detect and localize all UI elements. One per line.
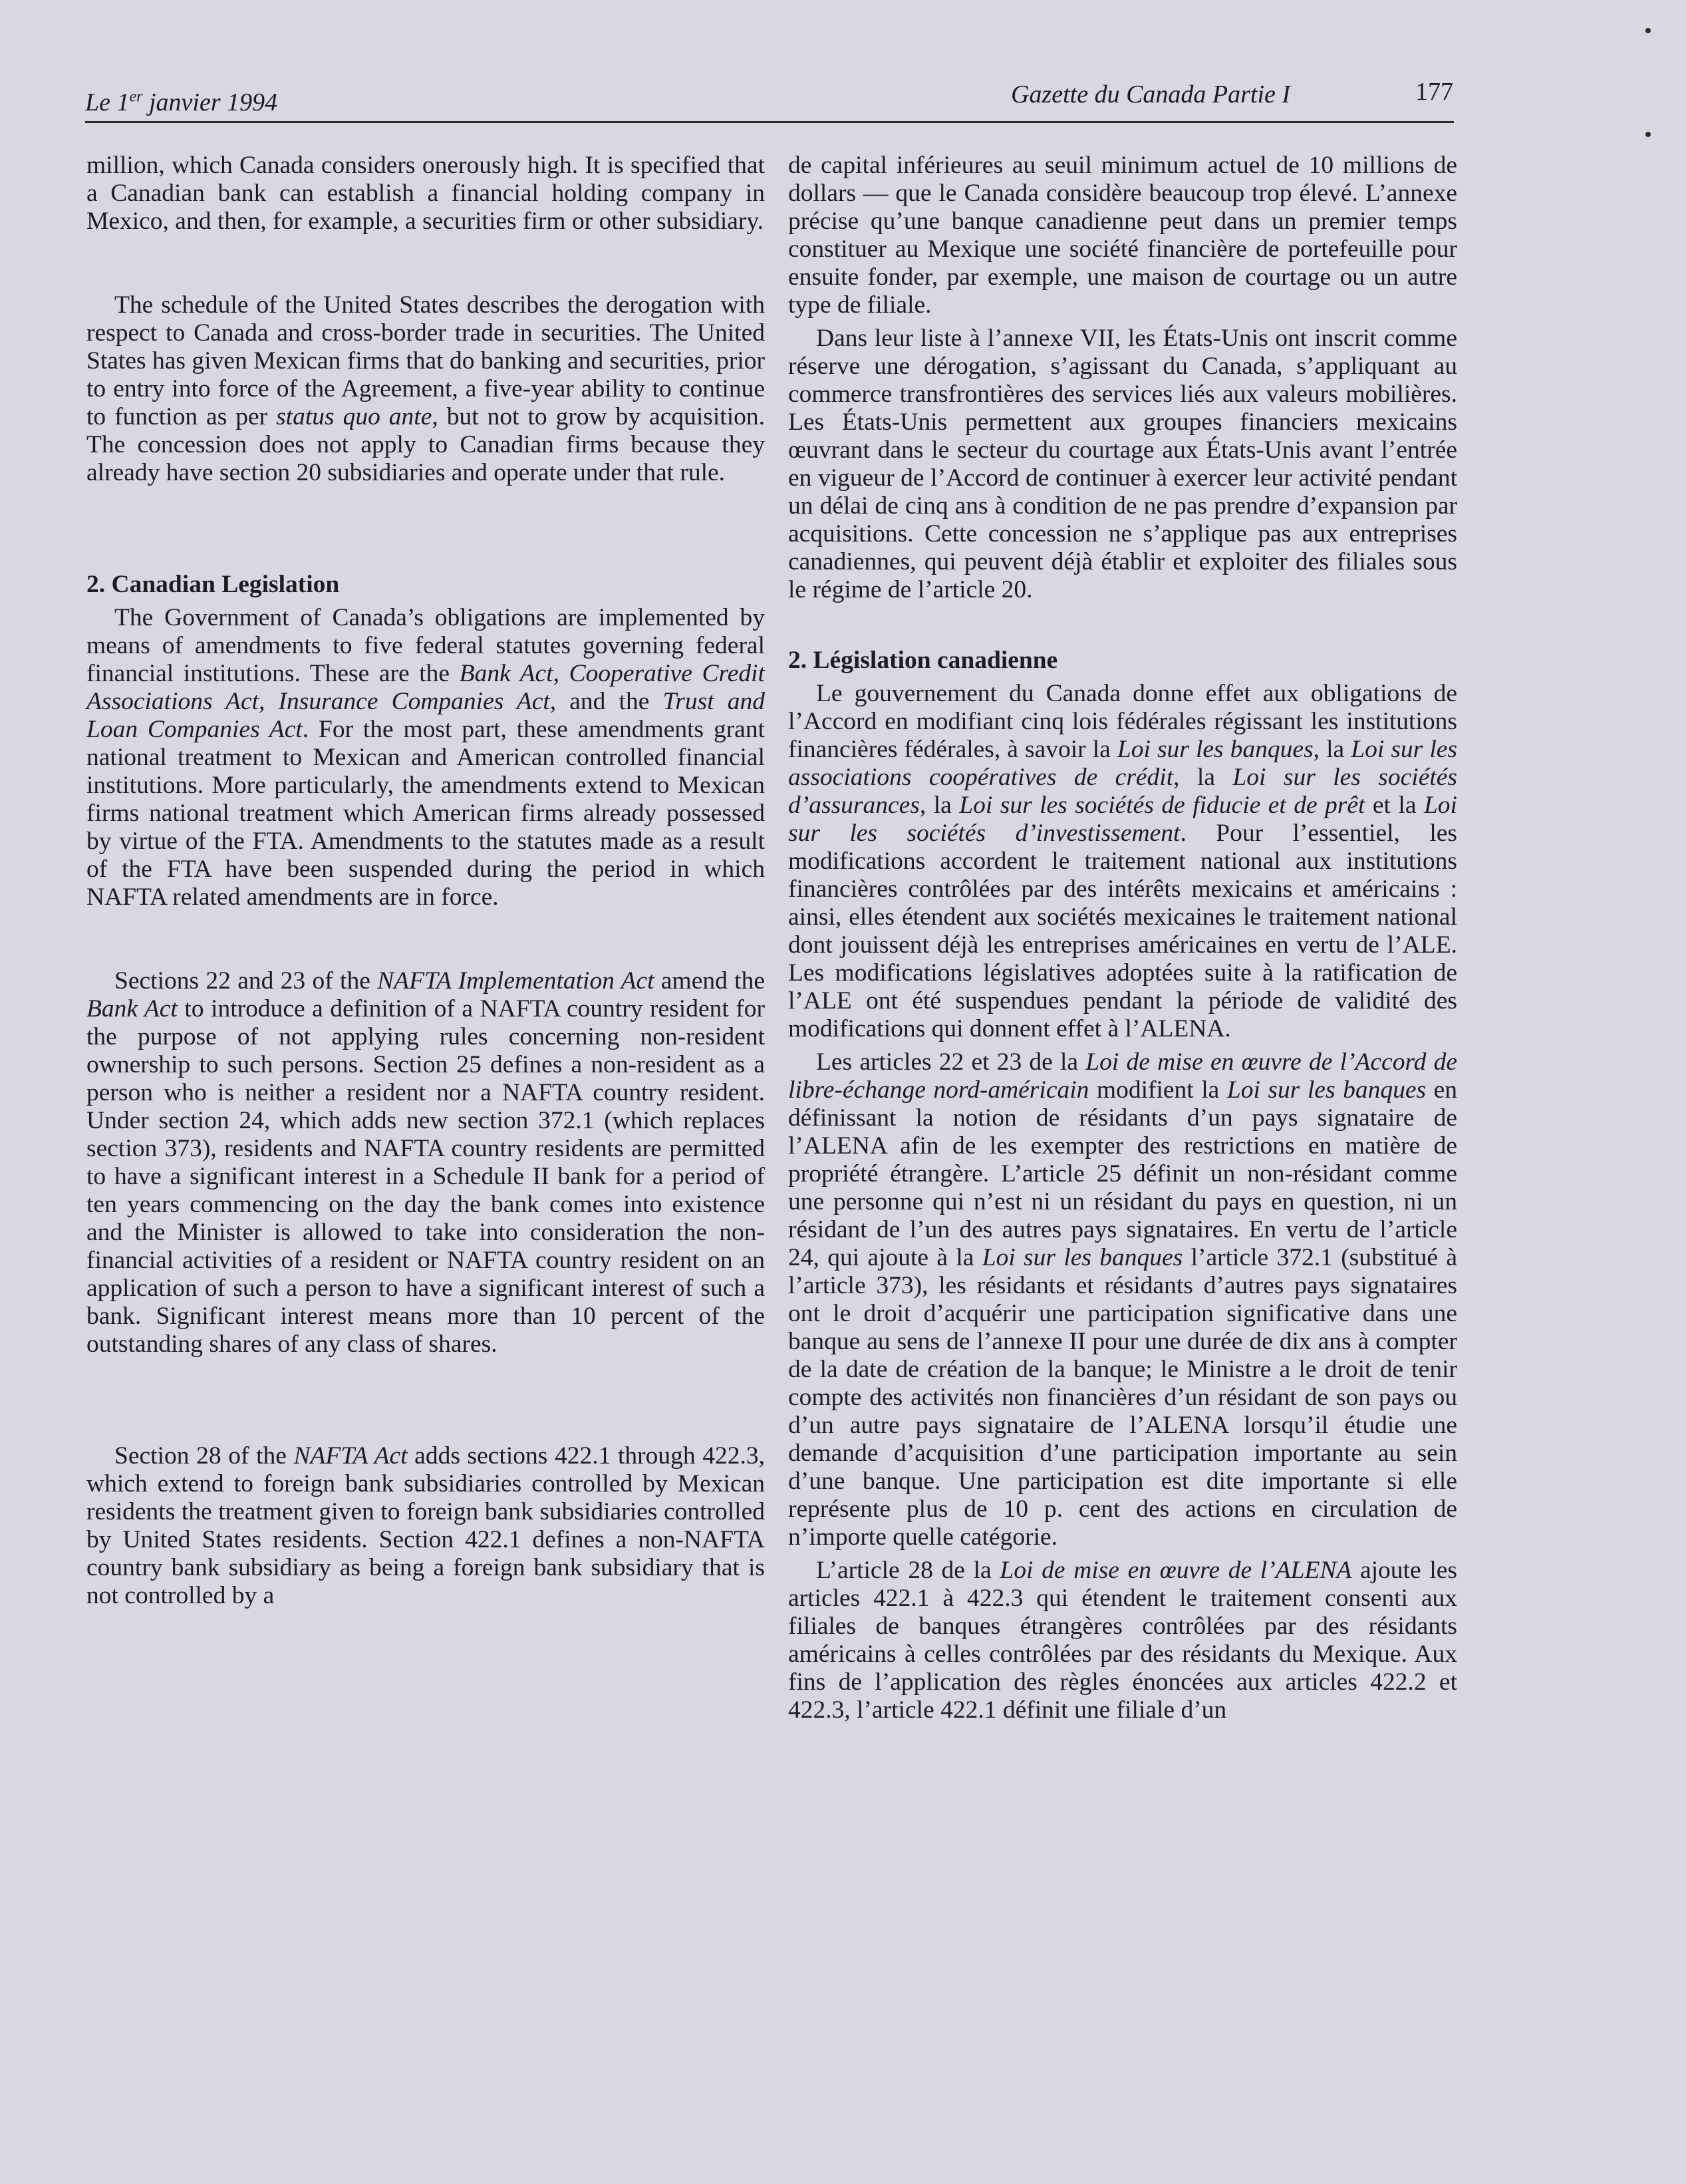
- french-paragraph-3: [788, 680, 1457, 1043]
- french-paragraph-1: de capital inférieures au seuil minimum actuel de 10 millions de dollars — que le Canada considère beaucoup trop élevé. L’annexe précise qu’une banque canadienne peut dans un premier temps constituer au Mexique une société financière de portefeuille pour ensuite fonder, par exemple, une maison de courtage ou un autre type de filiale.: [788, 152, 1457, 319]
- text-run: amend the: [654, 967, 765, 995]
- text-run: Les articles 22 et 23 de la: [816, 1048, 1086, 1076]
- paragraph-gap: [788, 1043, 1457, 1048]
- text-run: modifient la: [1089, 1076, 1227, 1104]
- italic-run: status quo ante: [276, 403, 432, 430]
- text-run: en définissant la notion de résidants d’un pays signataire de l’ALENA afin de les exempter des restrictions en matière de propriété étrangère. L’article 25 définit un non-résidant comme une personne qui n’est ni un résidant du pays en question, ni un résidant de l’un des autres pays signataires. En vertu de l’article 24, qui ajoute à la: [788, 1076, 1457, 1271]
- english-paragraph-1: million, which Canada considers onerously high. It is specified that a Canadian bank can establish a financial holding company in Mexico, and then, for example, a securities firm or other subsidiary.: [86, 152, 765, 235]
- french-column: [788, 152, 1457, 1724]
- text-run: . For the most part, these amendments grant national treatment to Mexican and American controlled financial institutions. More particularly, the amendments extend to Mexican firms national treatment which American firms already possessed by virtue of the FTA. Amendments to the statutes made as a result of the FTA have been suspended during the period in which NAFTA related amendments are in force.: [86, 716, 765, 911]
- text-run: , but not to grow by acquisition. The concession does not apply to Canadian firms because they already have section 20 subsidiaries and operate under that rule.: [86, 403, 765, 486]
- text-run: , la: [1313, 736, 1351, 763]
- header-rule: [85, 121, 1454, 123]
- french-paragraph-2: Dans leur liste à l’annexe VII, les États-Unis ont inscrit comme réserve une dérogation, s’agissant du Canada, s’appliquant au commerce transfrontières des services liés aux valeurs mobilières. Les États-Unis permettent aux groupes financiers mexicains œuvrant dans le secteur du courtage aux États-Unis avant l’entrée en vigueur de l’Accord de continuer à exercer leur activité pendant un délai de cinq ans à condition de ne pas prendre d’expansion par acquisitions. Cette concession ne s’applique pas aux entreprises canadiennes, qui peuvent déjà établir et exploiter des filiales sous le régime de l’article 20.: [788, 325, 1457, 603]
- scan-speck: [1645, 28, 1651, 33]
- english-paragraph-3: [86, 604, 765, 911]
- paragraph-gap: [86, 1358, 765, 1442]
- text-run: . Pour l’essentiel, les modifications accordent le traitement national aux institutions financières contrôlées par des intérêts mexicains et américains : ainsi, elles étendent aux sociétés mexicaines le traitement national dont jouissent déjà les entreprises américaines en vertu de l’ALE. Les modifications législatives adoptées suite à la ratification de l’ALE ont été suspendues pendant la période de validité des modifications qui donnent effet à l’ALENA.: [788, 820, 1457, 1042]
- english-paragraph-4: [86, 967, 765, 1358]
- text-run: adds sections 422.1 through 422.3, which extend to foreign bank subsidiaries controlled by Mexican residents the treatment given to foreign bank subsidiaries controlled by United States residents. Section 422.1 defines a non-NAFTA country bank subsidiary as being a foreign bank subsidiary that is not controlled by a: [86, 1442, 765, 1609]
- paragraph-gap: [86, 487, 765, 571]
- english-section-heading: 2. Canadian Legislation: [86, 571, 340, 598]
- italic-run: NAFTA Act: [293, 1442, 408, 1470]
- italic-run: Loi sur les banques: [1226, 1076, 1427, 1104]
- french-section-heading: 2. Législation canadienne: [788, 647, 1058, 674]
- text-run: L’article 28 de la: [816, 1557, 1000, 1584]
- paragraph-gap: [788, 319, 1457, 325]
- text-run: ajoute les articles 422.1 à 422.3 qui étendent le traitement consenti aux filiales de banques étrangères contrôlées par des résidants américains à celles contrôlées par des résidants du Mexique. Aux fins de l’application des règles énoncées aux articles 422.2 et 422.3, l’article 422.1 définit une filiale d’un: [788, 1557, 1457, 1724]
- french-paragraph-5: [788, 1557, 1457, 1724]
- scan-speck: [1645, 132, 1651, 137]
- text-run: et la: [1365, 792, 1424, 819]
- paragraph-gap: [86, 599, 765, 604]
- italic-run: Loi sur les sociétés d’investissement: [788, 792, 1457, 847]
- header-date-ordinal: er: [129, 88, 143, 106]
- italic-run: Bank Act: [86, 995, 178, 1022]
- text-run: The schedule of the United States describes the derogation with respect to Canada and cross-border trade in securities. The United States has given Mexican firms that do banking and securities, prior to entry into force of the Agreement, a five-year ability to continue to function as per: [86, 291, 765, 430]
- page-number: 177: [1415, 78, 1453, 106]
- text-run: Section 28 of the: [114, 1442, 294, 1470]
- text-run: , la: [1173, 764, 1233, 791]
- italic-run: Trust and Loan Companies Act: [86, 688, 765, 743]
- text-run: Le gouvernement du Canada donne effet aux obligations de l’Accord en modifiant cinq lois fédérales régissant les institutions financières fédérales, à savoir la: [788, 680, 1457, 763]
- paragraph-gap: [86, 235, 765, 291]
- english-paragraph-2: [86, 291, 765, 487]
- paragraph-gap: [86, 911, 765, 967]
- text-run: The Government of Canada’s obligations are implemented by means of amendments to five federal statutes governing federal financial institutions. These are the: [86, 604, 765, 687]
- italic-run: Loi sur les sociétés d’assurances: [788, 764, 1457, 819]
- italic-run: Loi sur les associations coopératives de crédit: [788, 736, 1457, 791]
- paragraph-gap: [788, 675, 1457, 680]
- header-date: [85, 88, 277, 117]
- text-run: and the: [556, 688, 663, 715]
- text-run: l’article 372.1 (substitué à l’article 373), les résidants et résidants d’autres pays signataires ont le droit d’acquérir une participation significative dans une banque au sens de l’annexe II pour une durée de dix ans à compter de la date de création de la banque; le Ministre a le droit de tenir compte des activités non financières d’un résidant de son pays ou d’un autre pays signataire de l’ALENA lorsqu’il étudie une demande d’acquisition d’une participation importante au sein d’une banque. Une participation est dite importante si elle représente plus de 10 p. cent des actions en circulation de n’importe quelle catégorie.: [788, 1244, 1457, 1551]
- header-publication: Gazette du Canada Partie I: [1011, 80, 1291, 108]
- header-date-month-year: janvier 1994: [142, 88, 278, 116]
- italic-run: NAFTA Implementation Act: [377, 967, 654, 995]
- italic-run: Bank Act, Cooperative Credit Associations Act, Insurance Companies Act,: [86, 660, 765, 715]
- english-paragraph-5: [86, 1442, 765, 1610]
- header-date-day: Le 1: [85, 88, 130, 116]
- italic-run: Loi de mise en œuvre de l’Accord de libre-échange nord-américain: [788, 1048, 1457, 1104]
- english-column: [86, 152, 765, 1610]
- text-run: to introduce a definition of a NAFTA country resident for the purpose of not applying rules concerning non-resident ownership to such persons. Section 25 defines a non-resident as a person who is neither a resident nor a NAFTA country resident. Under section 24, which adds new section 372.1 (which replaces section 373), residents and NAFTA country residents are permitted to have a significant interest in a Schedule II bank for a period of ten years commencing on the day the bank comes into existence and the Minister is allowed to take into consideration the non-financial activities of a resident or NAFTA country resident on an application of such a person to have a significant interest of such a bank. Significant interest means more than 10 percent of the outstanding shares of any class of shares.: [86, 995, 765, 1358]
- text-run: Sections 22 and 23 of the: [114, 967, 378, 995]
- paragraph-gap: [788, 1551, 1457, 1557]
- french-paragraph-4: [788, 1048, 1457, 1551]
- italic-run: Loi de mise en œuvre de l’ALENA: [1000, 1557, 1352, 1584]
- italic-run: Loi sur les banques: [1117, 736, 1314, 763]
- text-run: , la: [919, 792, 960, 819]
- italic-run: Loi sur les banques: [982, 1244, 1183, 1271]
- paragraph-gap: [788, 604, 1457, 647]
- italic-run: Loi sur les sociétés de fiducie et de prêt: [959, 792, 1365, 819]
